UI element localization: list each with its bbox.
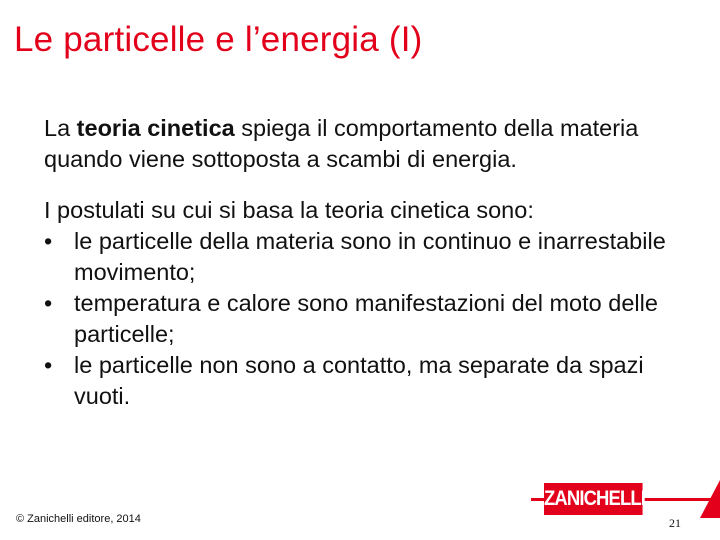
slide-body <box>44 113 684 412</box>
list-item <box>44 226 684 288</box>
postulates-section <box>44 195 684 412</box>
postulates-list <box>44 226 684 412</box>
list-item-text: le particelle della materia sono in continuo e inarrestabile movimento; <box>74 228 666 285</box>
postulates-heading: I postulati su cui si basa la teoria cinetica sono: <box>44 197 534 223</box>
list-item <box>44 288 684 350</box>
intro-paragraph <box>44 113 684 175</box>
bullet-icon: • <box>44 228 53 254</box>
intro-text-before: La <box>44 115 77 141</box>
bullet-icon: • <box>44 352 53 378</box>
page-number: 21 <box>669 516 681 530</box>
bullet-icon: • <box>44 290 53 316</box>
list-item <box>44 350 684 412</box>
zanichelli-logo: ZANICHELLI <box>544 483 643 515</box>
slide-title: Le particelle e l’energia (I) <box>14 20 423 59</box>
list-item-text: le particelle non sono a contatto, ma separate da spazi vuoti. <box>74 352 644 409</box>
intro-text-after: spiega il comportamento della materia quando viene sottoposta a scambi di energia. <box>44 115 639 172</box>
intro-bold-term: teoria cinetica <box>76 115 235 141</box>
list-item-text: temperatura e calore sono manifestazioni del moto delle particelle; <box>74 290 658 347</box>
copyright-notice: © Zanichelli editore, 2014 <box>16 513 141 525</box>
